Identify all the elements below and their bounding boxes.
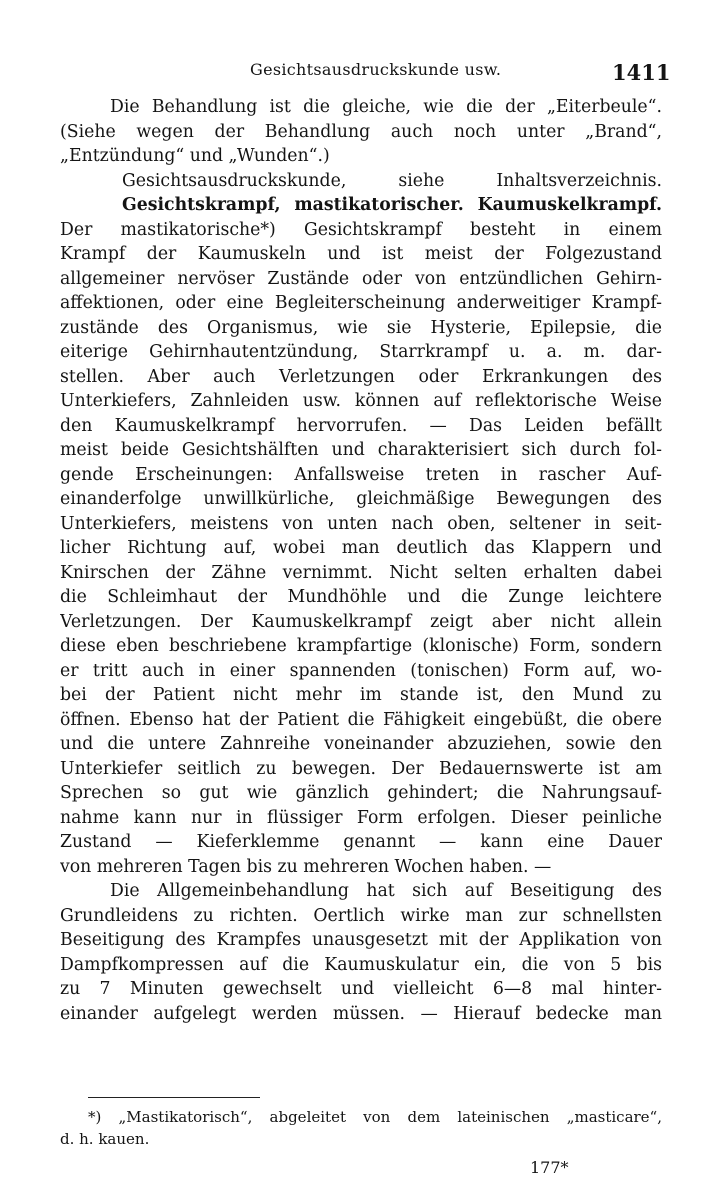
text-line: Dampfkompressen auf die Kaumuskulatur ein, die von 5 bis bbox=[60, 954, 662, 975]
text-line: Knirschen der Zähne vernimmt. Nicht selten erhalten dabei bbox=[60, 562, 662, 583]
footnote bbox=[60, 1106, 662, 1150]
text-line: die Schleimhaut der Mundhöhle und die Zunge leichtere bbox=[60, 587, 662, 607]
entry-heading: Gesichtskrampf, mastikatorischer. Kaumuskelkrampf. bbox=[122, 195, 662, 215]
text-line: „Entzündung“ und „Wunden“.) bbox=[60, 146, 330, 166]
text-line: nahme kann nur in flüssiger Form erfolgen. Dieser peinliche bbox=[60, 807, 662, 828]
footnote-line: d. h. kauen. bbox=[60, 1130, 150, 1148]
text-line: Grundleidens zu richten. Oertlich wirke man zur schnellsten bbox=[60, 905, 662, 926]
text-line: bei der Patient nicht mehr im stande ist, den Mund zu bbox=[60, 685, 662, 705]
text-line: licher Richtung auf, wobei man deutlich das Klappern und bbox=[60, 538, 662, 558]
page-number: 1411 bbox=[612, 60, 671, 85]
text-line: zustände des Organismus, wie sie Hysterie, Epilepsie, die bbox=[60, 317, 662, 338]
text-line: Verletzungen. Der Kaumuskelkrampf zeigt aber nicht allein bbox=[60, 611, 662, 632]
text-line: stellen. Aber auch Verletzungen oder Erkrankungen des bbox=[60, 366, 662, 387]
footnote-rule bbox=[88, 1097, 260, 1098]
text-line: Der mastikatorische*) Gesichtskrampf besteht in einem bbox=[60, 219, 662, 240]
text-line: und die untere Zahnreihe voneinander abzuziehen, sowie den bbox=[60, 734, 662, 754]
text-line: öffnen. Ebenso hat der Patient die Fähigkeit eingebüßt, die obere bbox=[60, 709, 662, 730]
text-line: Unterkiefers, Zahnleiden usw. können auf reflektorische Weise bbox=[60, 391, 662, 411]
text-line: von mehreren Tagen bis zu mehreren Wochen haben. — bbox=[60, 856, 552, 877]
text-line: Beseitigung des Krampfes unausgesetzt mit der Applikation von bbox=[60, 930, 662, 950]
text-line: allgemeiner nervöser Zustände oder von entzündlichen Gehirn- bbox=[60, 268, 662, 289]
text-line: eiterige Gehirnhautentzündung, Starrkrampf u. a. m. dar- bbox=[60, 342, 662, 362]
text-line: (Siehe wegen der Behandlung auch noch unter „Brand“, bbox=[60, 121, 662, 142]
text-line: diese eben beschriebene krampfartige (klonische) Form, sondern bbox=[60, 636, 662, 656]
entry-heading: Gesichtsausdruckskunde, siehe Inhaltsverzeichnis. bbox=[122, 170, 662, 191]
text-line: er tritt auch in einer spannenden (tonischen) Form auf, wo- bbox=[60, 660, 662, 681]
text-line: Sprechen so gut wie gänzlich gehindert; die Nahrungsauf- bbox=[60, 783, 662, 803]
text-line: zu 7 Minuten gewechselt und vielleicht 6—8 mal hinter- bbox=[60, 979, 662, 999]
page-header bbox=[0, 60, 708, 88]
text-line: Zustand — Kieferklemme genannt — kann eine Dauer bbox=[60, 832, 662, 852]
text-line: Krampf der Kaumuskeln und ist meist der Folgezustand bbox=[60, 244, 662, 264]
text-line: einander aufgelegt werden müssen. — Hierauf bedecke man bbox=[60, 1003, 662, 1024]
text-line: den Kaumuskelkrampf hervorrufen. — Das Leiden befällt bbox=[60, 415, 662, 436]
printer-signature: 177* bbox=[530, 1158, 569, 1177]
text-line: Die Behandlung ist die gleiche, wie die der „Eiterbeule“. bbox=[110, 97, 662, 117]
footnote-line: *) „Mastikatorisch“, abgeleitet von dem lateinischen „masticare“, bbox=[88, 1108, 662, 1126]
page-body bbox=[60, 95, 662, 1026]
text-line: Die Allgemeinbehandlung hat sich auf Beseitigung des bbox=[110, 881, 662, 901]
text-line: affektionen, oder eine Begleiterscheinung anderweitiger Krampf- bbox=[60, 293, 662, 313]
running-head: Gesichtsausdruckskunde usw. bbox=[250, 60, 502, 79]
text-line: einanderfolge unwillkürliche, gleichmäßige Bewegungen des bbox=[60, 489, 662, 509]
text-line: gende Erscheinungen: Anfallsweise treten in rascher Auf- bbox=[60, 464, 662, 485]
text-line: Unterkiefer seitlich zu bewegen. Der Bedauernswerte ist am bbox=[60, 758, 662, 779]
text-line: Unterkiefers, meistens von unten nach oben, seltener in seit- bbox=[60, 513, 662, 534]
text-line: meist beide Gesichtshälften und charakterisiert sich durch fol- bbox=[60, 440, 662, 460]
